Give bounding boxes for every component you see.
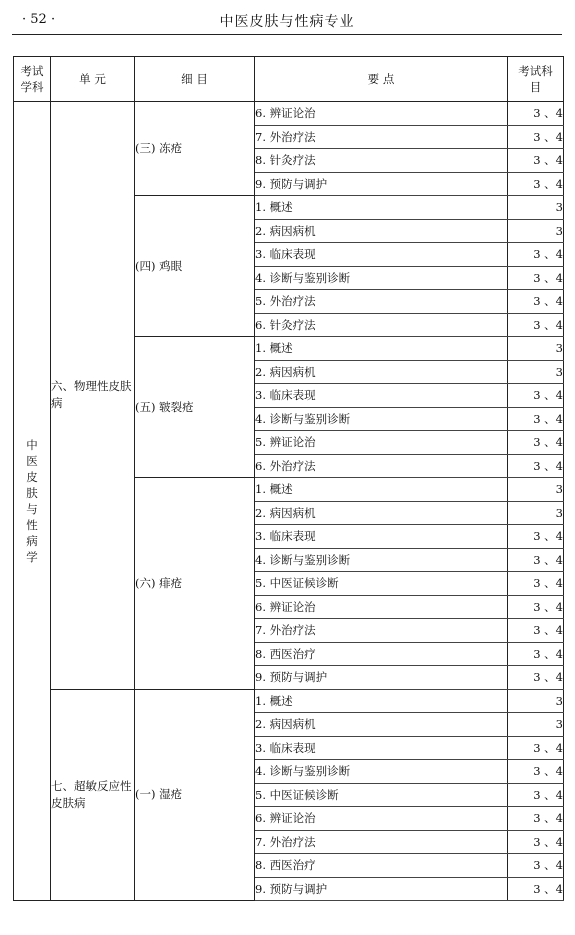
table-row bbox=[14, 689, 564, 713]
level-cell: 3 、4 bbox=[508, 760, 564, 784]
subject-column-header: 考试学科 bbox=[14, 57, 51, 102]
level-cell: 3 bbox=[508, 196, 564, 220]
point-cell: 9. 预防与调护 bbox=[255, 172, 508, 196]
level-cell: 3 、4 bbox=[508, 619, 564, 643]
point-cell: 5. 辨证论治 bbox=[255, 431, 508, 455]
page-number: · 52 · bbox=[22, 12, 56, 27]
point-cell: 5. 外治疗法 bbox=[255, 290, 508, 314]
level-cell: 3 、4 bbox=[508, 313, 564, 337]
item-cell: (五) 皲裂疮 bbox=[135, 337, 255, 478]
level-cell: 3 、4 bbox=[508, 384, 564, 408]
level-cell: 3 、4 bbox=[508, 454, 564, 478]
unit-column-header: 单 元 bbox=[51, 57, 135, 102]
level-cell: 3 bbox=[508, 219, 564, 243]
point-cell: 1. 概述 bbox=[255, 478, 508, 502]
table-row bbox=[14, 102, 564, 126]
point-cell: 3. 临床表现 bbox=[255, 525, 508, 549]
level-cell: 3 、4 bbox=[508, 548, 564, 572]
point-cell: 5. 中医证候诊断 bbox=[255, 783, 508, 807]
subject-cell bbox=[14, 102, 51, 901]
page-header bbox=[12, 6, 562, 35]
point-cell: 1. 概述 bbox=[255, 689, 508, 713]
point-cell: 2. 病因病机 bbox=[255, 501, 508, 525]
point-cell: 1. 概述 bbox=[255, 196, 508, 220]
point-cell: 2. 病因病机 bbox=[255, 219, 508, 243]
point-cell: 4. 诊断与鉴别诊断 bbox=[255, 548, 508, 572]
point-cell: 8. 西医治疗 bbox=[255, 854, 508, 878]
level-cell: 3 、4 bbox=[508, 877, 564, 901]
level-cell: 3 、4 bbox=[508, 125, 564, 149]
level-cell: 3 bbox=[508, 689, 564, 713]
level-cell: 3 、4 bbox=[508, 102, 564, 126]
point-cell: 4. 诊断与鉴别诊断 bbox=[255, 760, 508, 784]
point-cell: 2. 病因病机 bbox=[255, 713, 508, 737]
item-column-header: 细 目 bbox=[135, 57, 255, 102]
points-column-header bbox=[255, 57, 508, 102]
level-cell: 3 、4 bbox=[508, 642, 564, 666]
point-cell: 9. 预防与调护 bbox=[255, 666, 508, 690]
item-cell: (三) 冻疮 bbox=[135, 102, 255, 196]
level-cell: 3 、4 bbox=[508, 572, 564, 596]
subject-text: 中医皮肤与性病学 bbox=[26, 438, 38, 564]
point-cell: 1. 概述 bbox=[255, 337, 508, 361]
level-cell: 3 、4 bbox=[508, 783, 564, 807]
table-header-row bbox=[14, 57, 564, 102]
level-cell: 3 、4 bbox=[508, 854, 564, 878]
level-cell: 3 、4 bbox=[508, 595, 564, 619]
syllabus-table bbox=[13, 56, 564, 901]
level-column-header: 考试科目 bbox=[508, 57, 564, 102]
point-cell: 3. 临床表现 bbox=[255, 243, 508, 267]
level-cell: 3 、4 bbox=[508, 243, 564, 267]
level-cell: 3 、4 bbox=[508, 830, 564, 854]
unit-cell: 七、超敏反应性皮肤病 bbox=[51, 689, 135, 901]
points-column-label: 要 点 bbox=[367, 72, 395, 86]
point-cell: 9. 预防与调护 bbox=[255, 877, 508, 901]
point-cell: 7. 外治疗法 bbox=[255, 619, 508, 643]
point-cell: 3. 临床表现 bbox=[255, 384, 508, 408]
book-title: 中医皮肤与性病专业 bbox=[219, 14, 355, 30]
point-cell: 5. 中医证候诊断 bbox=[255, 572, 508, 596]
level-cell: 3 、4 bbox=[508, 525, 564, 549]
level-cell: 3 bbox=[508, 337, 564, 361]
point-cell: 7. 外治疗法 bbox=[255, 830, 508, 854]
point-cell: 2. 病因病机 bbox=[255, 360, 508, 384]
item-cell: (六) 痱疮 bbox=[135, 478, 255, 690]
point-cell: 4. 诊断与鉴别诊断 bbox=[255, 407, 508, 431]
level-cell: 3 bbox=[508, 713, 564, 737]
level-cell: 3 bbox=[508, 478, 564, 502]
point-cell: 6. 针灸疗法 bbox=[255, 313, 508, 337]
level-cell: 3 、4 bbox=[508, 736, 564, 760]
level-cell: 3 、4 bbox=[508, 407, 564, 431]
level-cell: 3 bbox=[508, 501, 564, 525]
point-cell: 3. 临床表现 bbox=[255, 736, 508, 760]
point-cell: 6. 辨证论治 bbox=[255, 595, 508, 619]
point-cell: 8. 西医治疗 bbox=[255, 642, 508, 666]
level-cell: 3 、4 bbox=[508, 149, 564, 173]
level-cell: 3 、4 bbox=[508, 666, 564, 690]
point-cell: 8. 针灸疗法 bbox=[255, 149, 508, 173]
item-cell: (四) 鸡眼 bbox=[135, 196, 255, 337]
level-cell: 3 、4 bbox=[508, 807, 564, 831]
point-cell: 4. 诊断与鉴别诊断 bbox=[255, 266, 508, 290]
unit-cell: 六、物理性皮肤病 bbox=[51, 102, 135, 690]
table-body bbox=[14, 102, 564, 901]
level-cell: 3 、4 bbox=[508, 431, 564, 455]
level-cell: 3 、4 bbox=[508, 266, 564, 290]
point-cell: 6. 辨证论治 bbox=[255, 807, 508, 831]
point-cell: 7. 外治疗法 bbox=[255, 125, 508, 149]
level-cell: 3 、4 bbox=[508, 290, 564, 314]
point-cell: 6. 外治疗法 bbox=[255, 454, 508, 478]
level-cell: 3 、4 bbox=[508, 172, 564, 196]
item-cell: (一) 湿疮 bbox=[135, 689, 255, 901]
point-cell: 6. 辨证论治 bbox=[255, 102, 508, 126]
level-cell: 3 bbox=[508, 360, 564, 384]
